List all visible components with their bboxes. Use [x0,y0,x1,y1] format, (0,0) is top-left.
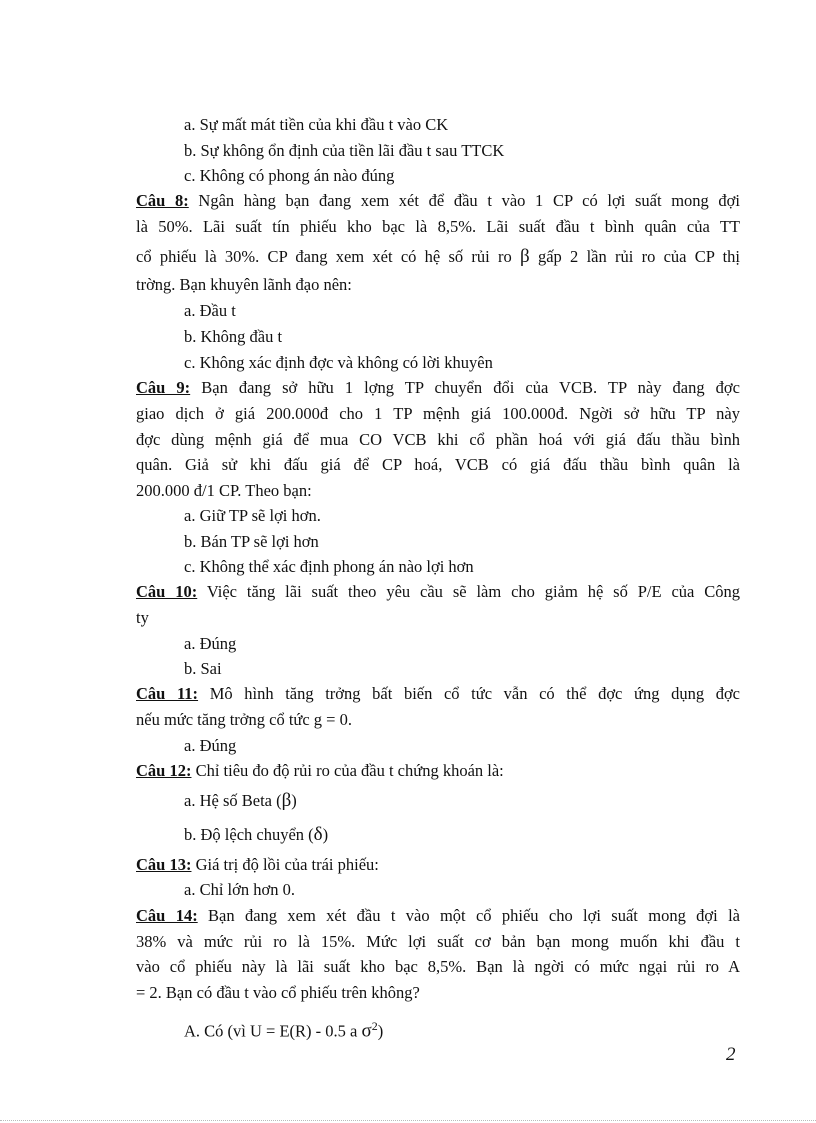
answer-line: b. Bán TP sẽ lợi hơn [184,532,319,551]
answer-line: a. Sự mất mát tiền của khi đầu t vào CK [184,115,449,134]
question-text: quân. Giả sử khi đấu giá để CP hoá, VCB có giá đấu thầu bình quân là [136,455,740,474]
answer-line: a. Đầu t [184,301,236,320]
question-14: Câu 14: Bạn đang xem xét đầu t vào một cổ phiếu cho lợi suất mong đợi là [136,906,740,925]
beta-symbol: β [281,790,292,811]
question-text: vào cổ phiếu này là lãi suất kho bạc 8,5%. Bạn là ngời có mức ngại rủi ro A [136,957,740,976]
answer-line: a. Đúng [184,634,237,653]
question-text: nếu mức tăng trởng cổ tức g = 0. [136,710,352,729]
question-9: Câu 9: Bạn đang sở hữu 1 lợng TP chuyển đổi của VCB. TP này đang đợc [136,378,740,397]
answer-line: b. Không đầu t [184,327,283,346]
question-text: ty [136,608,149,627]
question-text: = 2. Bạn có đầu t vào cổ phiếu trên không? [136,983,420,1002]
question-label: Câu 8: [136,191,189,210]
answer-line: b. Sự không ổn định của tiền lãi đầu t sau TTCK [184,141,505,160]
question-label: Câu 10: [136,582,198,601]
answer-line: a. Giữ TP sẽ lợi hơn. [184,506,321,525]
sigma-symbol: σ [361,1020,372,1042]
answer-line: b. Độ lệch chuyển (δ) [184,824,329,845]
delta-symbol: δ [313,824,323,845]
question-10: Câu 10: Việc tăng lãi suất theo yêu cầu sẽ làm cho giảm hệ số P/E của Công [136,582,740,601]
answer-line: A. Có (vì U = E(R) - 0.5 a $\sigma^2$) [184,1019,384,1042]
page-divider [0,1120,816,1121]
answer-line: a. Đúng [184,736,237,755]
answer-line: a. Chỉ lớn hơn 0. [184,880,295,899]
question-13: Câu 13: Giá trị độ lồi của trái phiếu: [136,855,379,874]
question-label: Câu 9: [136,378,191,397]
question-text: đợc dùng mệnh giá để mua CO VCB khi cổ phần hoá với giá đấu thầu bình [136,430,740,449]
answer-line: b. Sai [184,659,222,678]
question-text: trờng. Bạn khuyên lãnh đạo nên: [136,275,352,294]
question-text: cổ phiếu là 30%. CP đang xem xét có hệ số rủi ro β gấp 2 lần rủi ro của CP thị [136,246,740,267]
question-text: 38% và mức rủi ro là 15%. Mức lợi suất cơ bản bạn mong muốn khi đầu t [136,932,740,951]
question-11: Câu 11: Mô hình tăng trởng bất biến cổ tức vẫn có thể đợc ứng dụng đợc [136,684,740,703]
exponent: 2 [371,1019,378,1033]
question-label: Câu 13: [136,855,192,874]
answer-line: c. Không có phong án nào đúng [184,166,395,185]
question-text: 200.000 đ/1 CP. Theo bạn: [136,481,312,500]
question-12: Câu 12: Chỉ tiêu đo độ rủi ro của đầu t chứng khoán là: [136,761,504,780]
answer-line: c. Không thể xác định phong án nào lợi hơn [184,557,474,576]
answer-line: a. Hệ số Beta (β) [184,790,297,811]
question-label: Câu 12: [136,761,192,780]
beta-symbol: β [520,246,530,267]
page-number: 2 [726,1044,736,1065]
question-label: Câu 14: [136,906,198,925]
question-text: là 50%. Lãi suất tín phiếu kho bạc là 8,5%. Lãi suất đầu t bình quân của TT [136,217,740,236]
question-8: Câu 8: Ngân hàng bạn đang xem xét để đầu t vào 1 CP có lợi suất mong đợi [136,191,740,210]
question-label: Câu 11: [136,684,199,703]
question-text: giao dịch ở giá 200.000đ cho 1 TP mệnh giá 100.000đ. Ngời sở hữu TP này [136,404,740,423]
answer-line: c. Không xác định đợc và không có lời khuyên [184,353,493,372]
